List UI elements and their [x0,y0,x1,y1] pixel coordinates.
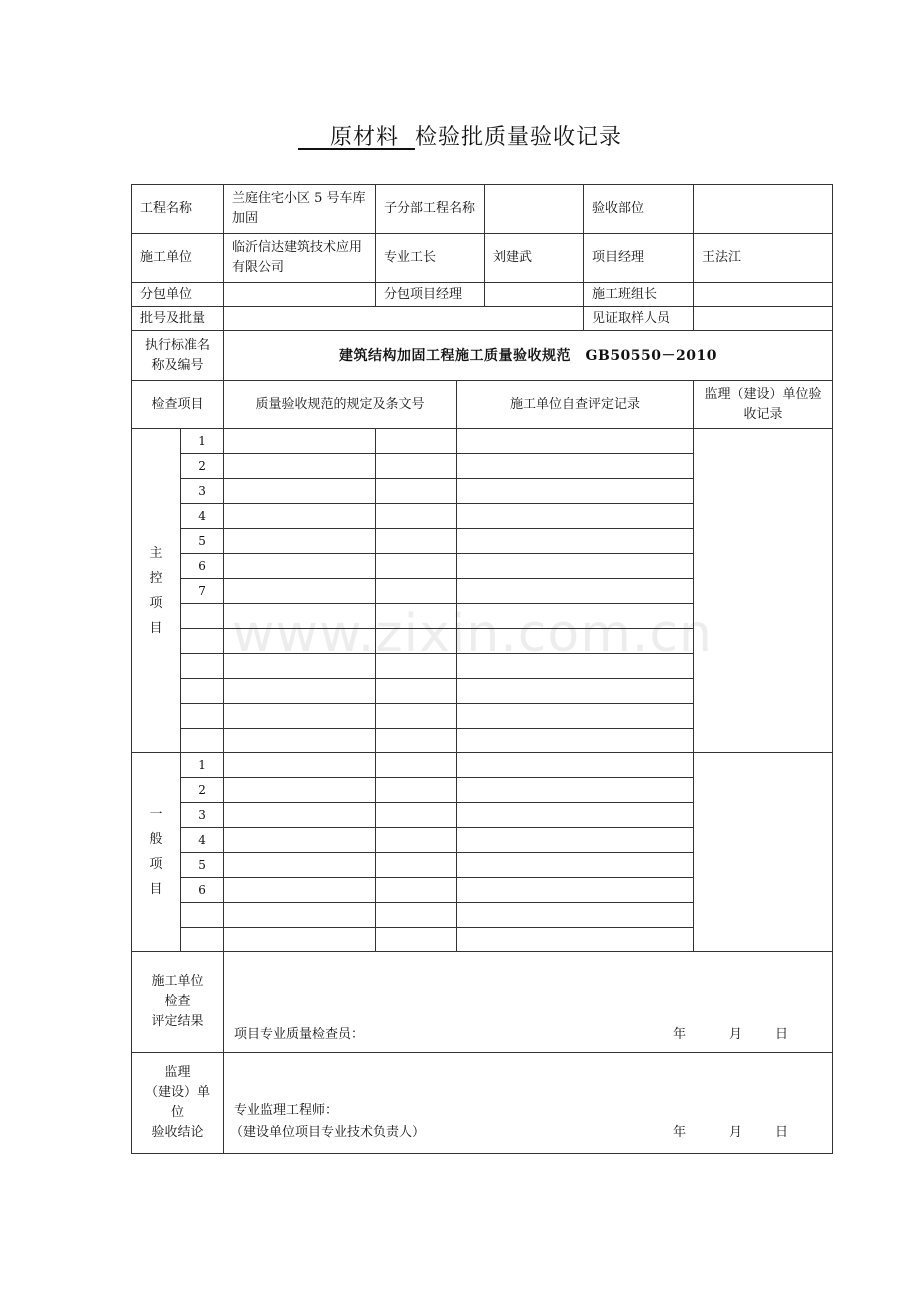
acceptance-part-label: 验收部位 [584,185,694,234]
item-number: 3 [181,803,224,828]
item-number: 3 [181,479,224,504]
table-row [132,753,833,778]
watermark-text: www.zixin.com.cn [232,604,713,664]
standard-value: 建筑结构加固工程施工质量验收规范 GB50550－2010 [224,331,833,381]
supervision-date: 年 月 日 [673,1125,789,1140]
general-items-label: 一 般 项 目 [132,753,181,952]
contractor-label: 施工单位 [132,234,224,283]
main-items-label: 主 控 项 目 [132,429,181,753]
item-number [181,679,224,704]
title-blank-underlined: 原材料 [329,125,399,150]
item-number [181,928,224,952]
general-supervision-record [694,753,833,952]
inspection-record-table [131,184,833,1154]
witness-value [694,307,833,331]
batch-value [224,307,584,331]
title-text: 检验批质量验收记录 [414,125,622,150]
foreman-value: 刘建武 [485,234,584,283]
item-number: 1 [181,429,224,454]
witness-label: 见证取样人员 [584,307,694,331]
supervision-result-content [224,1053,833,1154]
item-number: 5 [181,529,224,554]
sub-project-label: 子分部工程名称 [376,185,485,234]
page-title [0,120,920,151]
item-number [181,654,224,679]
subcontractor-label: 分包单位 [132,283,224,307]
pm-value: 王法江 [694,234,833,283]
item-number: 6 [181,878,224,903]
supervision-result-label: 监理 （建设）单位 验收结论 [132,1053,224,1154]
contractor-date: 年 月 日 [673,1027,789,1042]
contractor-value: 临沂信达建筑技术应用有限公司 [224,234,376,283]
sub-pm-label: 分包项目经理 [376,283,485,307]
pm-label: 项目经理 [584,234,694,283]
sub-project-value [485,185,584,234]
item-number: 2 [181,778,224,803]
sub-pm-value [485,283,584,307]
item-number: 4 [181,504,224,529]
item-number [181,629,224,654]
team-leader-value [694,283,833,307]
item-number: 1 [181,753,224,778]
acceptance-part-value [694,185,833,234]
project-name-value: 兰庭住宅小区 5 号车库加固 [224,185,376,234]
team-leader-label: 施工班组长 [584,283,694,307]
subcontractor-value [224,283,376,307]
foreman-label: 专业工长 [376,234,485,283]
contractor-result-label: 施工单位 检查 评定结果 [132,952,224,1053]
header-check-item: 检查项目 [132,381,224,429]
batch-label: 批号及批量 [132,307,224,331]
main-supervision-record [694,429,833,753]
quality-inspector-label: 项目专业质量检查员： [234,1027,365,1042]
supervision-engineer-label: 专业监理工程师： [234,1103,339,1118]
header-self-check: 施工单位自查评定记录 [457,381,694,429]
item-number [181,604,224,629]
item-number [181,704,224,729]
item-number: 2 [181,454,224,479]
item-number: 7 [181,579,224,604]
owner-technical-lead-label: （建设单位项目专业技术负责人） [230,1125,426,1140]
project-name-label: 工程名称 [132,185,224,234]
item-number [181,903,224,928]
item-number: 6 [181,554,224,579]
header-spec: 质量验收规范的规定及条文号 [224,381,457,429]
item-number [181,729,224,753]
table-row [132,429,833,454]
item-number: 5 [181,853,224,878]
standard-label: 执行标准名称及编号 [132,331,224,381]
header-supervision: 监理（建设）单位验收记录 [694,381,833,429]
contractor-result-content [224,952,833,1053]
item-number: 4 [181,828,224,853]
